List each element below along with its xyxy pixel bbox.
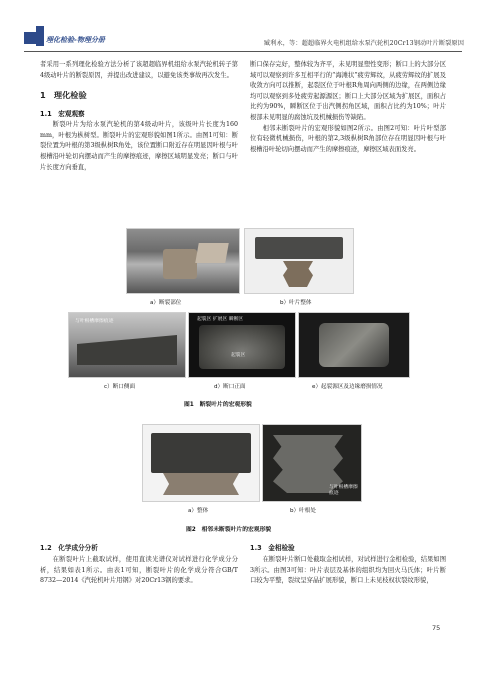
blade-root-shape — [163, 473, 239, 495]
figure1-label-e: e）起裂源区及边缘磨损情况 — [312, 384, 383, 390]
figure1-c-overlay: 与叶根槽摩擦痕迹 — [75, 319, 114, 324]
logo-tab-icon — [36, 26, 44, 46]
figure1-label-a: a）断裂部位 — [150, 300, 182, 306]
section-1-1-title: 1.1 宏观观察 — [40, 110, 85, 119]
section-1-2-para: 在断裂叶片上截取试样，使用直读光谱仪对试样进行化学成分分析，结果如表1所示。由表1可知，断裂叶片的化学成分符合GB/T 8732—2014《汽轮机叶片用钢》对20Cr13钢的要求。 — [40, 556, 238, 585]
figure2-caption: 图2 相邻未断裂叶片的宏观形貌 — [186, 527, 272, 533]
figure1-label-c: c）断口侧面 — [104, 384, 136, 390]
section-1-3-title: 1.3 金相检验 — [250, 544, 295, 552]
blade-body-shape — [255, 237, 343, 259]
journal-logo — [24, 26, 124, 50]
figure2-b-overlay: 与叶根槽摩擦痕迹 — [329, 485, 358, 496]
figure1-label-d: d）断口正面 — [214, 384, 246, 390]
figure2-label-a: a）整体 — [188, 508, 209, 514]
page-number: 75 — [432, 624, 441, 632]
figure1-photo-d — [188, 312, 296, 378]
figure1-photo-a — [126, 228, 240, 294]
figure1-caption: 图1 断裂叶片的宏观形貌 — [184, 402, 252, 408]
fracture-edge-shape — [195, 243, 229, 263]
section-1-2-title: 1.2 化学成分分析 — [40, 544, 98, 552]
fracture-surface-shape — [199, 325, 285, 369]
blade-root-shape — [163, 249, 197, 279]
running-title: 臧利永，等：超超临界火电机组给水泵汽轮机20Cr13钢动叶片断裂原因 — [263, 40, 464, 47]
figure1-d-overlay-mid: 起裂区 — [231, 353, 246, 358]
figure2-photo-b — [262, 424, 362, 502]
header-rule — [24, 51, 462, 52]
intro-text: 者采用一系列理化检验方法分析了该超超临界机组给水泵汽轮机转子第4级动叶片的断裂原因，并提出改进建议，以避免该类事故再次发生。 — [40, 61, 238, 79]
figure1-d-overlay-top: 起裂区 扩展区 瞬断区 — [197, 317, 244, 322]
figure2-label-b: b）叶根处 — [290, 508, 316, 514]
figure1-photo-e — [298, 312, 410, 378]
section-1-1-para1: 断裂叶片为给水泵汽轮机的第4级动叶片，该级叶片长度为160 mm，叶根为枞树型。断裂叶片的宏观形貌如图1所示。由图1可知：断裂位置为叶根的第3级枞树R角处，该位置断口附近存在明显因叶根与叶根槽沿叶轮切向摆动而产生的摩擦痕迹，摩擦区域明显发亮；断口与叶片长度方向垂直， — [40, 121, 238, 171]
blade-body-shape — [151, 433, 251, 473]
journal-label: 理化检验-物理分册 — [46, 36, 105, 44]
blade-root-shape — [283, 261, 313, 287]
figure1-photo-b — [244, 228, 354, 294]
figure2-photo-a — [142, 424, 260, 502]
section-1-3-para: 在断裂叶片断口处截取金相试样，对试样进行金相检验，结果如图3所示。由图3可知：叶片表层及基体的组织均为回火马氏体；叶片断口较为平整，裂纹呈穿晶扩展形貌，断口上未见枝权状裂纹形貌， — [250, 556, 446, 585]
section-1-1-para-right2: 相邻未断裂叶片的宏观形貌如图2所示。由图2可知：叶片叶型部位有轻微机械损伤，叶根的第2,3级枞树R角部位存在明显因叶根与叶根槽沿叶轮切向摆动而产生的摩擦痕迹，摩擦区域表面发亮。 — [250, 124, 446, 153]
blade-side-shape — [77, 335, 177, 365]
section-1-1-para-right1: 断口保存完好，整体较为齐平，未见明显塑性变形；断口上的大部分区域可以观察到许多互相平行的“海滩状”疲劳辉纹，从疲劳辉纹的扩展及收敛方向可以推断，起裂区位于叶根R角周向两侧的边缘，在两侧边缘均可以观察到多处疲劳起源源区；断口上大部分区域为扩展区，面积占比约为90%，瞬断区位于出汽侧拐角区域，面积占比约为10%；叶片根部未见明显的腐蚀坑及机械损伤等缺陷。 — [250, 61, 446, 121]
figure1-label-b: b）叶片整体 — [280, 300, 312, 306]
fracture-edge-shape — [319, 323, 389, 367]
section-1-title: 1 理化检验 — [40, 90, 87, 101]
figure1-photo-c — [68, 312, 186, 378]
